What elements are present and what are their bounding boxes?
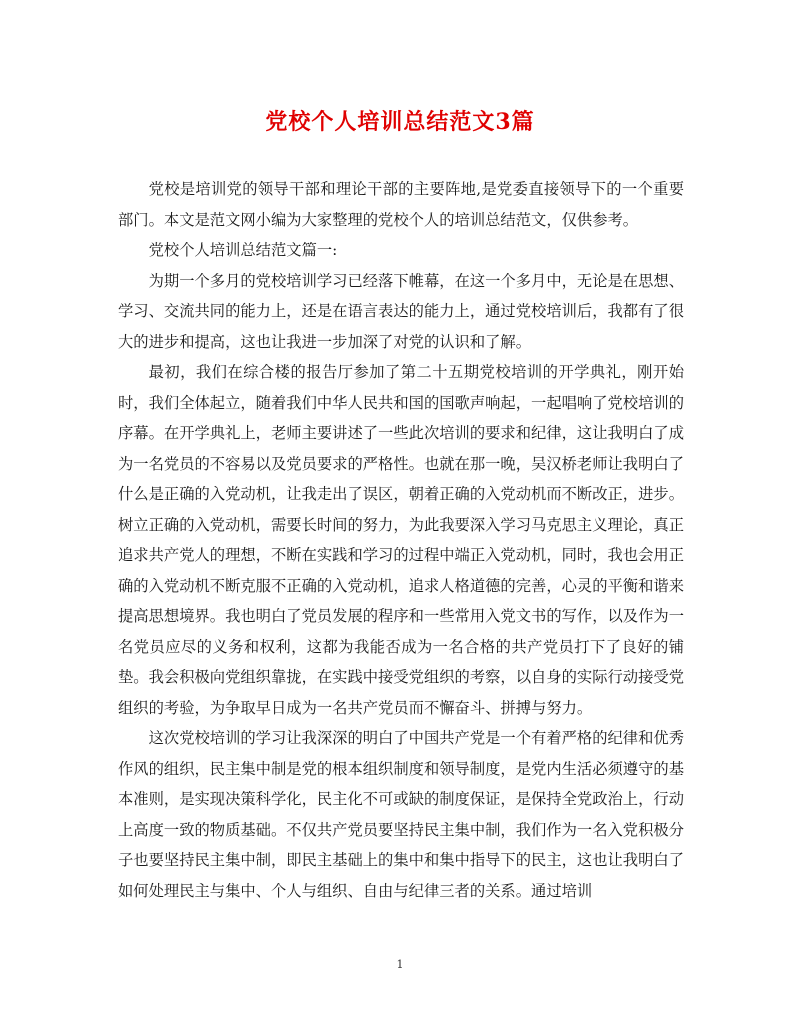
paragraph: 为期一个多月的党校培训学习已经落下帷幕，在这一个多月中，无论是在思想、学习、交流共同的能力上，还是在语言表达的能力上，通过党校培训后，我都有了很大的进步和提高，这也让我进一步加深了对党的认识和了解。 [118,271,684,351]
paragraph-intro: 党校是培训党的领导干部和理论干部的主要阵地,是党委直接领导下的一个重要部门。本文是范文网小编为大家整理的党校个人的培训总结范文，仅供参考。 [118,180,684,229]
document-title: 党校个人培训总结范文3篇 [265,109,535,135]
paragraph: 最初，我们在综合楼的报告厅参加了第二十五期党校培训的开学典礼，刚开始时，我们全体起立，随着我们中华人民共和国的国歌声响起，一起唱响了党校培训的序幕。在开学典礼上，老师主要讲述了一些此次培训的要求和纪律，这让我明白了成为一名党员的不容易以及党员要求的严格性。也就在那一晚，吴汉桥老师让我明白了什么是正确的入党动机，让我走出了误区，朝着正确的入党动机而不断改正，进步。树立正确的入党动机，需要长时间的努力，为此我要深入学习马克思主义理论，真正追求共产党人的理想，不断在实践和学习的过程中端正入党动机，同时，我也会用正确的入党动机不断克服不正确的入党动机，追求人格道德的完善，心灵的平衡和谐来提高思想境界。我也明白了党员发展的程序和一些常用入党文书的写作，以及作为一名党员应尽的义务和权利，这都为我能否成为一名合格的共产党员打下了良好的铺垫。我会积极向党组织靠拢，在实践中接受党组织的考察，以自身的实际行动接受党组织的考验，为争取早日成为一名共产党员而不懈奋斗、拼搏与努力。 [118,363,684,717]
section-heading: 党校个人培训总结范文篇一: [148,241,338,259]
paragraph: 这次党校培训的学习让我深深的明白了中国共产党是一个有着严格的纪律和优秀作风的组织，民主集中制是党的根本组织制度和领导制度，是党内生活必须遵守的基本准则，是实现决策科学化，民主化不可或缺的制度保证，是保持全党政治上，行动上高度一致的物质基础。不仅共产党员要坚持民主集中制，我们作为一名入党积极分子也要坚持民主集中制，即民主基础上的集中和集中指导下的民主，这也让我明白了如何处理民主与集中、个人与组织、自由与纪律三者的关系。通过培训 [118,729,684,900]
page-number: 1 [396,958,404,971]
document-body [118,174,684,906]
